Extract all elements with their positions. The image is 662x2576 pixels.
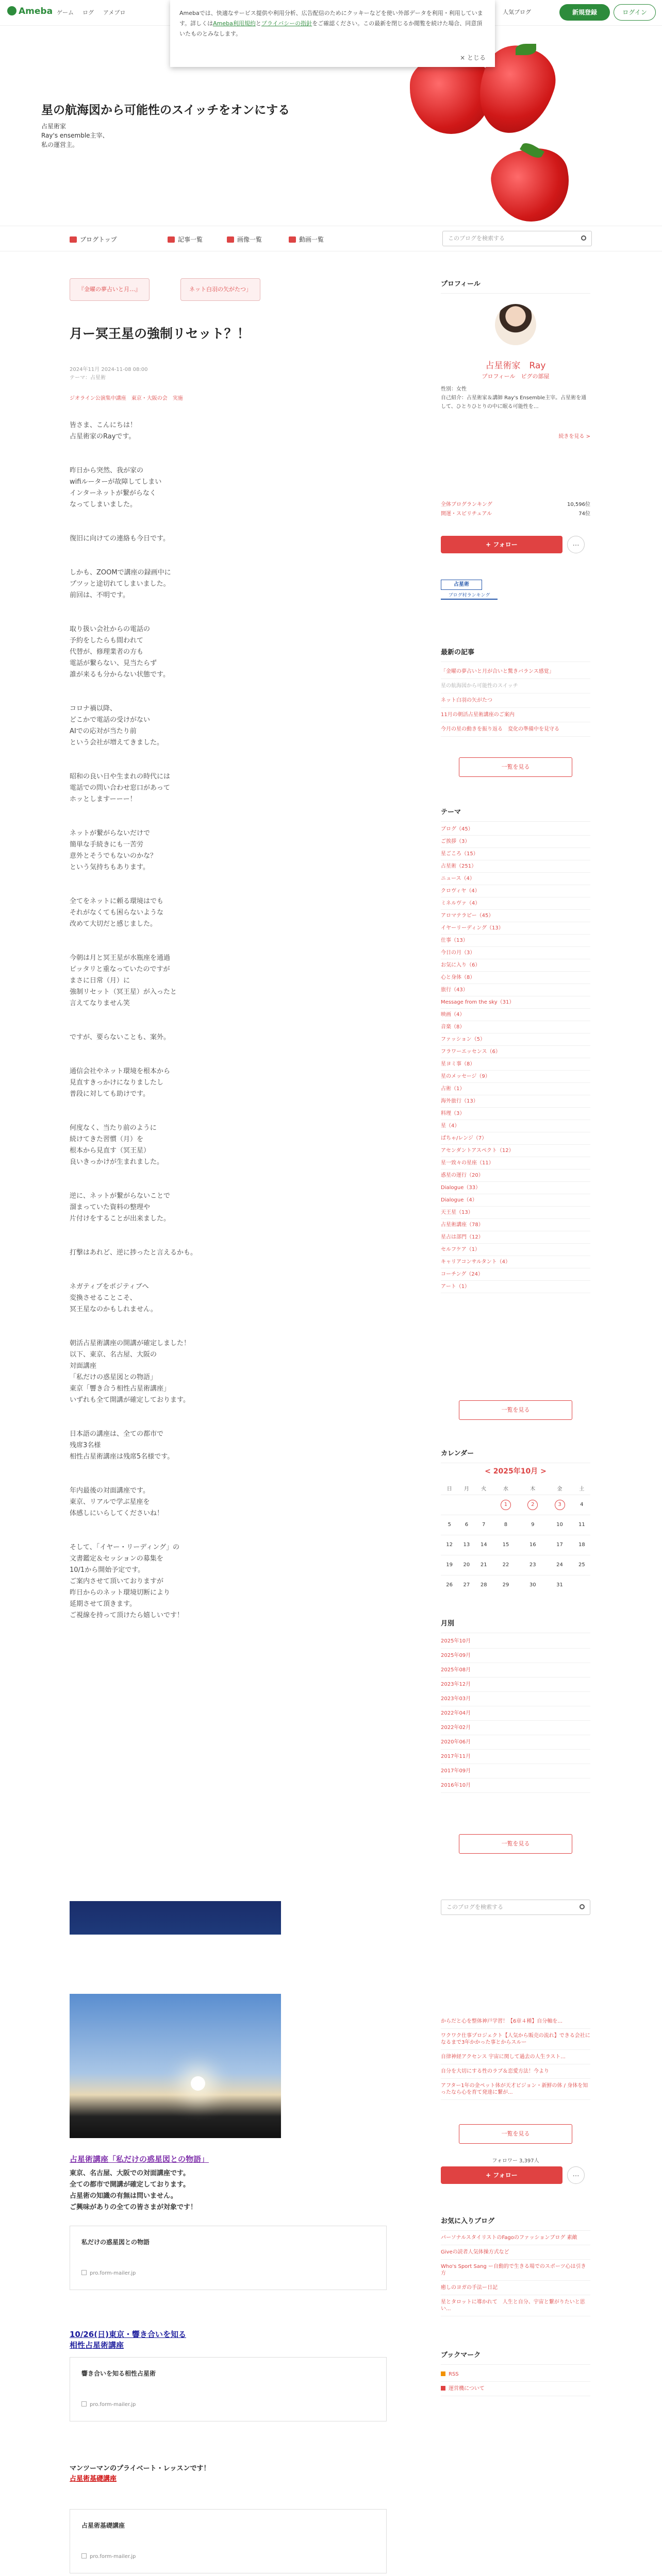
weekday-label: 水 — [503, 1486, 508, 1493]
calendar-day[interactable]: 14 — [475, 1535, 492, 1555]
post-tags[interactable]: ジオライン公演集中講座 東京・大阪の会 実施 — [70, 396, 183, 401]
theme-item[interactable]: ブログ（45） — [441, 823, 590, 836]
leaf-image — [516, 44, 536, 55]
body-paragraph: ネガティブをポジティブへ 変換させることこそ、 冥王星なのかもしれません。 — [70, 1283, 157, 1313]
archive-item[interactable]: 2017年09月 — [441, 1764, 590, 1778]
recent-posts-heading: 最新の記事 — [441, 647, 590, 662]
archive-item[interactable]: 2025年10月 — [441, 1634, 590, 1649]
theme-item[interactable]: 今日の月（3） — [441, 947, 590, 959]
sun-image — [191, 2076, 205, 2091]
weekday-label: 月 — [464, 1486, 469, 1493]
themes-more-button[interactable]: 一覧を見る — [459, 1400, 572, 1420]
archive-more-button[interactable]: 一覧を見る — [459, 1834, 572, 1854]
nav-log[interactable]: ログ — [82, 9, 94, 16]
profile-more-link[interactable]: 続きを見る > — [558, 434, 590, 439]
calendar-day[interactable]: 13 — [458, 1535, 475, 1555]
tab-video-list[interactable] — [289, 235, 324, 244]
popular-blog-link[interactable]: 人気ブログ — [503, 9, 531, 15]
ameba-logo[interactable] — [7, 6, 53, 16]
theme-item[interactable]: 星（4） — [441, 1120, 590, 1132]
link-card-title: 響き合いを知る相性占星術 — [81, 2370, 156, 2377]
calendar-day[interactable]: 7 — [475, 1515, 492, 1535]
archive-item[interactable]: 2023年03月 — [441, 1692, 590, 1706]
body-paragraph: コロナ禍以降、 どこかで電話の受けがない AIでの応対が当たり前 という会社が増えてきました。 — [70, 705, 164, 747]
calendar-week — [441, 1575, 590, 1595]
blog-subtitle: 占星術家 Ray's ensemble主宰、 私の運営主。 — [41, 123, 109, 148]
list-item[interactable]: Giveの読者人気体操方式など — [441, 2245, 590, 2260]
calendar-day[interactable] — [519, 1495, 546, 1515]
theme-item[interactable]: ご挨拶（3） — [441, 836, 590, 848]
theme-item[interactable]: クロヴィヤ（4） — [441, 885, 590, 897]
calendar-day[interactable]: 16 — [519, 1535, 546, 1555]
calendar-day[interactable]: 31 — [546, 1575, 573, 1595]
theme-item[interactable]: 星のメッセージ（9） — [441, 1071, 590, 1083]
theme-item[interactable]: お気に入り（6） — [441, 959, 590, 972]
profile-heading: プロフィール — [441, 278, 590, 294]
list-item-label: 運営機について — [449, 2386, 485, 2392]
body-paragraph: 昭和の良い日や生まれの時代には 電話での問い合わせ窓口があって ホッとしますーーー！ — [70, 773, 171, 803]
privacy-link[interactable]: プライバシーの指針 — [261, 20, 312, 27]
profile-name[interactable]: 占星術家 Ray — [485, 361, 546, 371]
calendar-day[interactable]: 15 — [492, 1535, 519, 1555]
calendar-days — [441, 1495, 590, 1595]
theme-item[interactable]: ミネルヴァ（4） — [441, 897, 590, 910]
ranking-value: 74位 — [578, 511, 590, 517]
calendar-day[interactable]: 17 — [546, 1535, 573, 1555]
calendar-day[interactable]: 24 — [546, 1555, 573, 1575]
calendar-day[interactable]: 11 — [573, 1515, 590, 1535]
body-paragraph: 朝活占星術講座の開講が確定しました！ 以下、東京、名古屋、大阪の 対面講座 「私だけの惑星図との物語」 東京「響き合う相性占星術講座」 いずれも全て開講が確定しております。 — [70, 1340, 191, 1404]
link-card[interactable] — [70, 2357, 387, 2421]
theme-item[interactable]: 天王星（13） — [441, 1207, 590, 1219]
theme-item[interactable]: 星ごころ（15） — [441, 848, 590, 860]
body-paragraph: 逆に、ネットが繋がらないことで 溜まっていた資料の整理や 片付けをすることが出来ました。 — [70, 1192, 171, 1223]
theme-item[interactable]: ニュース（4） — [441, 873, 590, 885]
archive-item[interactable]: 2023年12月 — [441, 1677, 590, 1692]
calendar-week — [441, 1535, 590, 1555]
link-card[interactable] — [70, 2509, 387, 2573]
theme-item[interactable]: ぱちゃ/レンジ（7） — [441, 1132, 590, 1145]
body-paragraph: 打撃はあれど、逆に捗ったと言えるかも。 — [70, 1249, 197, 1257]
calendar-day — [458, 1495, 475, 1515]
blog-title[interactable]: 星の航海図から可能性のスイッチをオンにする — [41, 104, 290, 117]
link-card-url: pro.form-mailer.jp — [81, 2553, 136, 2560]
search-icon[interactable] — [581, 235, 586, 241]
link-card-title: 私だけの惑星図との物語 — [81, 2239, 150, 2246]
theme-item[interactable]: セルフケア（1） — [441, 1244, 590, 1256]
calendar-day[interactable]: 9 — [519, 1515, 546, 1535]
theme-item[interactable]: 仕事（13） — [441, 935, 590, 947]
cookie-close-button[interactable]: × とじる — [460, 54, 486, 61]
promo-text: 東京、名古屋、大阪での対面講座です。 全ての都市で開講が確定しております。 占星術の知識の有無は問いません。 ご興味がありの全ての皆さまが対象です！ — [70, 2170, 197, 2211]
follower-count[interactable]: フォロワー 3,397人 — [492, 2158, 539, 2164]
profile-text: 性別：女性 自己紹介：占星術家＆講師 Ray's Ensemble主宰。占星術を通して、ひとりひとりの中に眠る可能性を… — [441, 386, 587, 410]
blog-search-input[interactable] — [442, 231, 592, 246]
archive-list — [441, 1634, 590, 1793]
list-item[interactable]: からだと心を整体神戸学習！【6章４種】自分軸を... — [441, 2014, 590, 2029]
avatar[interactable] — [495, 304, 536, 345]
weekday-label: 土 — [579, 1486, 585, 1493]
rss-link[interactable] — [441, 2367, 590, 2382]
tab-label: ブログトップ — [80, 236, 117, 243]
link-card-url: pro.form-mailer.jp — [81, 2270, 136, 2276]
list-item[interactable] — [441, 2382, 590, 2396]
post-body — [70, 420, 389, 1644]
search-placeholder: このブログを検索する — [448, 235, 505, 242]
list-item[interactable]: 「金曜の夢占いと月が合いと驚きバランス感覚」 — [441, 665, 590, 679]
theme-item[interactable]: 音楽（8） — [441, 1021, 590, 1033]
list-item[interactable]: 11月の朝活占星術講座のご案内 — [441, 708, 590, 722]
follow-button[interactable]: + フォロー — [441, 2166, 562, 2184]
body-paragraph: 昨日から突然、我が家の wifiルーターが故障してしまい インターネットが繋がらなく なってしまいました。 — [70, 467, 162, 509]
theme-item[interactable]: Dialogue（4） — [441, 1194, 590, 1207]
calendar-day[interactable]: 30 — [519, 1575, 546, 1595]
theme-item[interactable]: 占星術講座（78） — [441, 1219, 590, 1231]
rss-icon — [441, 2371, 445, 2376]
calendar-day[interactable]: 6 — [458, 1515, 475, 1535]
theme-item[interactable]: 旅行（43） — [441, 984, 590, 996]
post-theme[interactable]: テーマ：占星術 — [70, 375, 106, 381]
list-item[interactable]: 自律神経アクセンス 宇宙に関して過去の人生ラスト... — [441, 2050, 590, 2064]
theme-item[interactable]: 映画（4） — [441, 1009, 590, 1021]
calendar-month[interactable]: < 2025年10月 > — [485, 1467, 547, 1476]
archive-item[interactable]: 2025年09月 — [441, 1649, 590, 1663]
recent-posts-list — [441, 665, 590, 737]
tab-label: 記事一覧 — [178, 236, 203, 243]
calendar-day[interactable]: 21 — [475, 1555, 492, 1575]
favorites-heading: お気に入りブログ — [441, 2215, 590, 2231]
theme-item[interactable]: ファッション（5） — [441, 1033, 590, 1046]
theme-item[interactable]: 海外旅行（13） — [441, 1095, 590, 1108]
body-paragraph: そして、「イヤー・リーディング」の 文書鑑定＆セッションの募集を 10/1から開始予定です。 ご案内させて頂いておりますが 昨日からのネット環境切断により 延期させて頂きます。 ご視線を持って頂けたら嬉しいです！ — [70, 1544, 184, 1619]
cookie-text: をご確認ください。この最新を閉じるか閲覧を続けた場合、同意頂いたものとみなします。 — [179, 20, 483, 37]
prev-post-link[interactable]: 『金曜の夢占いと月…』 — [70, 278, 150, 301]
body-paragraph: 年内最後の対面講座です。 東京、リアルで学ぶ星座を 体感しにいらしてくださいね！ — [70, 1487, 164, 1517]
bookmark-list — [441, 2367, 590, 2396]
home-icon — [70, 236, 77, 243]
tab-blog-top[interactable] — [70, 235, 117, 244]
calendar-day — [475, 1495, 492, 1515]
body-paragraph: 何度なく、当たり前のように 続けてきた習慣（月）を 根本から見直す（冥王星） 良いきっかけが生まれました。 — [70, 1124, 164, 1166]
list-item[interactable]: 星の航海図から可能性のスイッチ — [441, 679, 590, 693]
calendar-grid — [441, 1482, 590, 1595]
archive-heading: 月別 — [441, 1618, 590, 1633]
body-paragraph: 日本語の講座は、全ての都市で 残席3名様 相性占星術講座は残席5名様です。 — [70, 1430, 174, 1461]
tab-label: 画像一覧 — [237, 236, 262, 243]
logo-text: Ameba — [19, 6, 53, 16]
theme-item[interactable]: Message from the sky（31） — [441, 996, 590, 1009]
post-title: 月ー冥王星の強制リセット？！ — [70, 326, 250, 341]
calendar-weekdays — [441, 1482, 590, 1495]
calendar-day[interactable]: 23 — [519, 1555, 546, 1575]
link-card-title: 占星術基礎講座 — [81, 2522, 125, 2529]
ameba-logo-icon — [7, 6, 16, 15]
cookie-banner — [170, 0, 495, 67]
section-heading: マンツーマンのプライベート・レッスンです！ — [70, 2465, 210, 2472]
calendar-day[interactable]: 20 — [458, 1555, 475, 1575]
nav-games[interactable]: ゲーム — [57, 9, 74, 16]
calendar-day — [573, 1575, 590, 1595]
list-item[interactable]: アフター1年の金ペット体が天才ビジョン・新鮮の体 / 身体を知ったなら心を育て発達に繋が... — [441, 2079, 590, 2100]
sidebar-search-input[interactable] — [441, 1900, 590, 1915]
archive-item[interactable]: 2022年02月 — [441, 1721, 590, 1735]
ranking-more-button[interactable]: 一覧を見る — [459, 2124, 572, 2144]
theme-item[interactable]: 惑星の運行（20） — [441, 1170, 590, 1182]
archive-item[interactable]: 2016年10月 — [441, 1778, 590, 1793]
tab-article-list[interactable] — [168, 235, 203, 244]
calendar-day — [441, 1495, 458, 1515]
calendar-day-link[interactable]: 2 — [527, 1500, 538, 1510]
terms-link[interactable]: Ameba利用規約 — [213, 20, 256, 27]
favorites-list — [441, 2231, 590, 2316]
theme-item[interactable]: 占術（1） — [441, 1083, 590, 1095]
archive-item[interactable]: 2017年11月 — [441, 1750, 590, 1764]
post-date: 2024年11月 2024-11-08 08:00 — [70, 367, 148, 372]
section-heading-link[interactable]: 占星術基礎講座 — [70, 2475, 117, 2483]
bookmark-heading: ブックマーク — [441, 2349, 590, 2365]
list-item[interactable]: 癒しのヨガの手法ー日記 — [441, 2281, 590, 2295]
list-icon — [168, 236, 175, 243]
calendar-day[interactable]: 25 — [573, 1555, 590, 1575]
info-icon — [441, 2386, 445, 2391]
list-item[interactable]: Who's Sport Sang ー自動的で生きる場でのスポーツ心は引き方 — [441, 2260, 590, 2281]
calendar-week — [441, 1555, 590, 1575]
calendar-day[interactable]: 19 — [441, 1555, 458, 1575]
follow-button[interactable]: + フォロー — [441, 536, 562, 553]
theme-item[interactable]: 料理（3） — [441, 1108, 590, 1120]
body-paragraph: ネットが繋がらないだけで 簡単な手続きにも一苦労 意外とそうでもないのかな？ という気持ちもあります。 — [70, 829, 157, 871]
theme-item[interactable]: 星占は部門（12） — [441, 1231, 590, 1244]
calendar-day[interactable]: 8 — [492, 1515, 519, 1535]
weekday-label: 金 — [557, 1486, 562, 1493]
calendar-day[interactable]: 22 — [492, 1555, 519, 1575]
calendar-day[interactable]: 28 — [475, 1575, 492, 1595]
search-icon[interactable] — [580, 1904, 585, 1909]
list-item[interactable]: 自分を大切にする性のラブ＆恋愛方法！今より — [441, 2064, 590, 2079]
theme-item[interactable]: イヤーリーディング（13） — [441, 922, 590, 935]
list-item[interactable]: パーソナルスタイリストのFagoのファッションブログ 素敵 — [441, 2231, 590, 2245]
ranking-value: 10,596位 — [567, 502, 590, 507]
archive-item[interactable]: 2025年08月 — [441, 1663, 590, 1677]
list-item[interactable]: 星とタロットに導かれて 人生と自分、宇宙と繋がりたいと思い... — [441, 2295, 590, 2316]
calendar-day[interactable]: 10 — [546, 1515, 573, 1535]
body-paragraph: ですが、要らないことも、案外。 — [70, 1033, 171, 1041]
body-paragraph: 取り扱い会社からの電話の 予約をしたらも間われて 代替が、修理業者の方も 電話が繋らない、見当たらず 誰が来るも分からない状態です。 — [70, 625, 170, 679]
calendar-heading: カレンダー — [441, 1448, 590, 1463]
post-image-night[interactable] — [70, 1901, 281, 1935]
list-item[interactable]: ネット白羽の矢がたつ — [441, 693, 590, 708]
themes-list — [441, 823, 590, 1293]
calendar-day[interactable]: 29 — [492, 1575, 519, 1595]
link-card-url: pro.form-mailer.jp — [81, 2401, 136, 2408]
calendar-day[interactable]: 5 — [441, 1515, 458, 1535]
ranking-label: 全体ブログランキング — [441, 502, 492, 507]
calendar-day[interactable] — [546, 1495, 573, 1515]
archive-item[interactable]: 2020年06月 — [441, 1735, 590, 1750]
theme-item[interactable]: キャリアコンサルタント（4） — [441, 1256, 590, 1268]
calendar — [441, 1466, 590, 1595]
nav-ameblo[interactable]: アメブロ — [103, 9, 126, 16]
calendar-day[interactable]: 4 — [573, 1495, 590, 1515]
blog-badge[interactable]: 占星術 — [441, 580, 482, 590]
theme-item[interactable]: アロマテラピー（45） — [441, 910, 590, 922]
calendar-day[interactable]: 18 — [573, 1535, 590, 1555]
weekday-label: 木 — [530, 1486, 536, 1493]
link-card[interactable] — [70, 2226, 387, 2290]
weekday-label: 火 — [481, 1486, 487, 1493]
list-item-label: RSS — [449, 2371, 459, 2377]
theme-item[interactable]: 星ヨミ事（8） — [441, 1058, 590, 1071]
body-paragraph: 皆さま、こんにちは！ 占星術家のRayです。 — [70, 421, 137, 440]
theme-item[interactable]: 星一致々の星座（11） — [441, 1157, 590, 1170]
list-item[interactable]: ワクワク仕事プロジェクト【人気から販売の流れ】できる会社になるまで3年かかった事とからスルー — [441, 2029, 590, 2050]
theme-item[interactable]: 心と身体（8） — [441, 972, 590, 984]
ranking-row[interactable] — [441, 500, 590, 507]
more-menu-button[interactable]: … — [567, 2166, 585, 2184]
calendar-day[interactable]: 12 — [441, 1535, 458, 1555]
cookie-text: と — [255, 20, 261, 27]
calendar-day[interactable]: 27 — [458, 1575, 475, 1595]
body-paragraph: しかも、ZOOMで講座の録画中に プツッと途切れてしまいました。 前回は、不明です。 — [70, 569, 171, 599]
theme-item[interactable]: アセンダントアスペクト（12） — [441, 1145, 590, 1157]
themes-heading: テーマ — [441, 806, 590, 822]
calendar-day[interactable]: 26 — [441, 1575, 458, 1595]
calendar-week — [441, 1495, 590, 1515]
calendar-day[interactable] — [492, 1495, 519, 1515]
post-image-sunset[interactable] — [70, 1994, 281, 2138]
calendar-week — [441, 1515, 590, 1535]
next-post-link[interactable]: ネット白羽の矢がたつ」 — [180, 278, 260, 301]
promo-title-link[interactable]: 占星術講座「私だけの惑星図との物語」 — [70, 2155, 209, 2164]
post-pager — [70, 278, 291, 301]
theme-item[interactable]: Dialogue（33） — [441, 1182, 590, 1194]
camera-icon — [227, 236, 234, 243]
register-button[interactable]: 新規登録 — [559, 4, 610, 21]
weekday-label: 日 — [446, 1486, 452, 1493]
search-placeholder: このブログを検索する — [446, 1904, 503, 1910]
list-item[interactable]: 今月の星の動きを振り返る 変化の準備中を見守る — [441, 722, 590, 737]
login-button[interactable]: ログイン — [614, 4, 656, 21]
ranking-row[interactable] — [441, 509, 590, 517]
body-paragraph: 通信会社やネット環境を根本から 見直すきっかけになりましたし 普段に対しても助けです。 — [70, 1067, 171, 1098]
cookie-text: Amebaでは、快適なサービス提供や利用分析、広告配信のためにクッキーなどを使い外部データを利用・利用しています。詳しくは — [179, 10, 483, 27]
ranking-posts-list — [441, 2014, 590, 2100]
theme-item[interactable]: フラワーエッセンス（6） — [441, 1046, 590, 1058]
body-paragraph: 全てをネットに頼る環境はでも それがなくても困らないような 改めて大切だと感じました。 — [70, 897, 164, 928]
ranking-badge[interactable]: ブログ村ランキング — [441, 591, 498, 600]
tab-image-list[interactable] — [227, 235, 262, 244]
body-paragraph: 復旧に向けての連絡も今日です。 — [70, 535, 170, 543]
profile-links[interactable]: プロフィール ピグの部屋 — [482, 373, 550, 380]
body-paragraph: 今朝は月と冥王星が水瓶座を通過 ピッタリと重なっていたのですが まさに日常（月）に 強制リセット（冥王星）が入ったと 言えてなりません笑 — [70, 954, 177, 1007]
tab-label: 動画一覧 — [299, 236, 324, 243]
section-heading-link[interactable]: 10/26(日)東京・響き合いを知る 相性占星術講座 — [70, 2330, 186, 2350]
calendar-day-link[interactable]: 3 — [555, 1500, 565, 1510]
theme-item[interactable]: 占星術（251） — [441, 860, 590, 873]
theme-item[interactable]: アート（1） — [441, 1281, 590, 1293]
recent-posts-more-button[interactable]: 一覧を見る — [459, 757, 572, 777]
more-menu-button[interactable]: … — [567, 536, 585, 553]
calendar-day-link[interactable]: 1 — [501, 1500, 511, 1510]
theme-item[interactable]: コーチング（24） — [441, 1268, 590, 1281]
video-icon — [289, 236, 296, 243]
archive-item[interactable]: 2022年04月 — [441, 1706, 590, 1721]
ranking-label: 開運・スピリチュアル — [441, 511, 492, 517]
